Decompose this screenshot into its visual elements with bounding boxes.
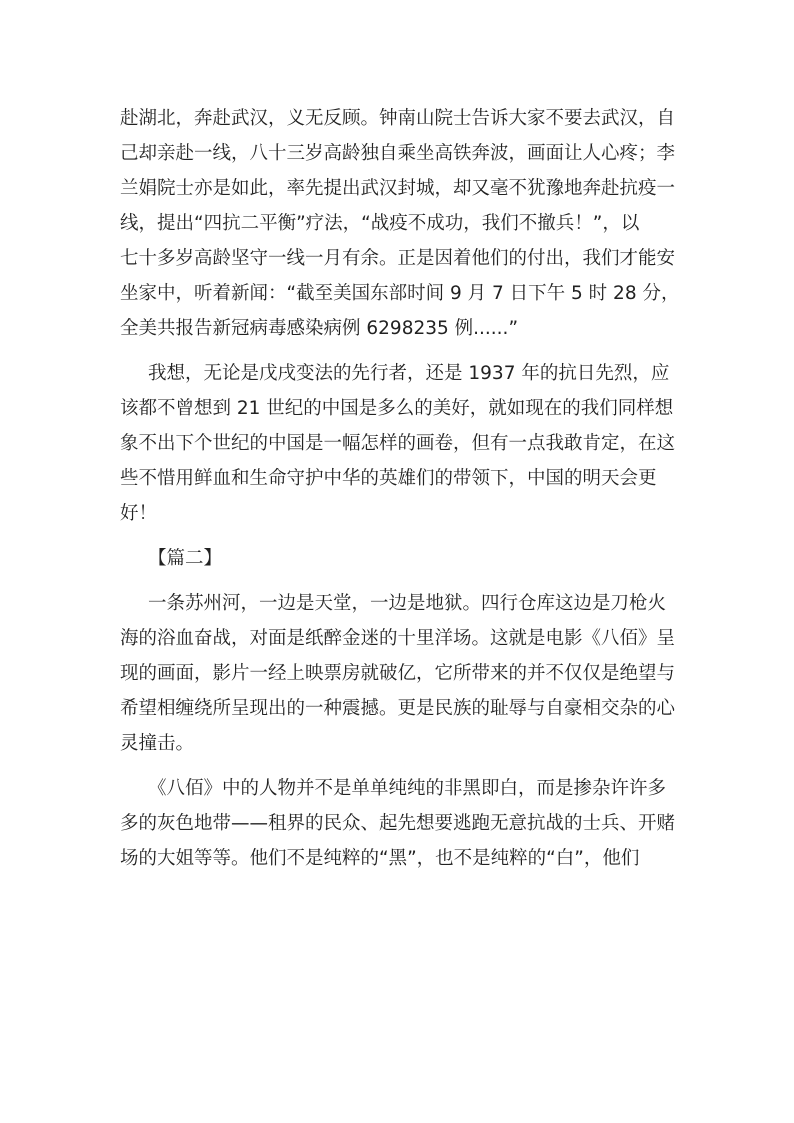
text-line: 坐家中，听着新闻：“截至美国东部时间 9 月 7 日下午 5 时 28 分， [120, 283, 680, 304]
text-line: 现的画面，影片一经上映票房就破亿，它所带来的并不仅仅是绝望与 [120, 663, 676, 684]
text-line: 灵撞击。 [120, 733, 195, 754]
paragraph-2 [120, 356, 676, 531]
text-line: 兰娟院士亦是如此，率先提出武汉封城，却又毫不犹豫地奔赴抗疫一 [120, 178, 676, 199]
paragraph-1 [120, 101, 680, 346]
text-line: 海的浴血奋战，对面是纸醉金迷的十里洋场。这就是电影《八佰》呈 [120, 628, 676, 649]
text-line: 全美共报告新冠病毒感染病例 6298235 例......” [120, 318, 519, 339]
text-line: 象不出下个世纪的中国是一幅怎样的画卷，但有一点我敢肯定，在这 [120, 433, 676, 454]
text-line: 我想，无论是戊戌变法的先行者，还是 1937 年的抗日先烈，应 [148, 363, 670, 384]
text-line: 该都不曾想到 21 世纪的中国是多么的美好，就如现在的我们同样想 [120, 398, 674, 419]
text-line: 赴湖北，奔赴武汉，义无反顾。钟南山院士告诉大家不要去武汉，自 [120, 108, 676, 129]
paragraph-4 [120, 771, 676, 876]
text-line: 一条苏州河，一边是天堂，一边是地狱。四行仓库这边是刀枪火 [148, 593, 667, 614]
text-line: 己却亲赴一线，八十三岁高龄独自乘坐高铁奔波，画面让人心疼；李 [120, 143, 676, 164]
section-heading [120, 541, 676, 576]
text-line: 些不惜用鲜血和生命守护中华的英雄们的带领下，中国的明天会更 [120, 468, 657, 489]
text-line: 七十多岁高龄坚守一线一月有余。正是因着他们的付出，我们才能安 [120, 248, 676, 269]
paragraph-3 [120, 586, 676, 761]
text-line: 《八佰》中的人物并不是单单纯纯的非黑即白，而是掺杂许许多 [148, 778, 667, 799]
text-line: 希望相缠绕所呈现出的一种震撼。更是民族的耻辱与自豪相交杂的心 [120, 698, 676, 719]
text-line: 线，提出“四抗二平衡”疗法，“战疫不成功，我们不撤兵！”，以 [120, 213, 640, 234]
text-line: 好！ [120, 503, 158, 524]
section-title: 【篇二】 [148, 548, 223, 569]
document-body [120, 101, 680, 876]
text-line: 场的大姐等等。他们不是纯粹的“黑”，也不是纯粹的“白”，他们 [120, 848, 640, 869]
text-line: 多的灰色地带——租界的民众、起先想要逃跑无意抗战的士兵、开赌 [120, 813, 676, 834]
